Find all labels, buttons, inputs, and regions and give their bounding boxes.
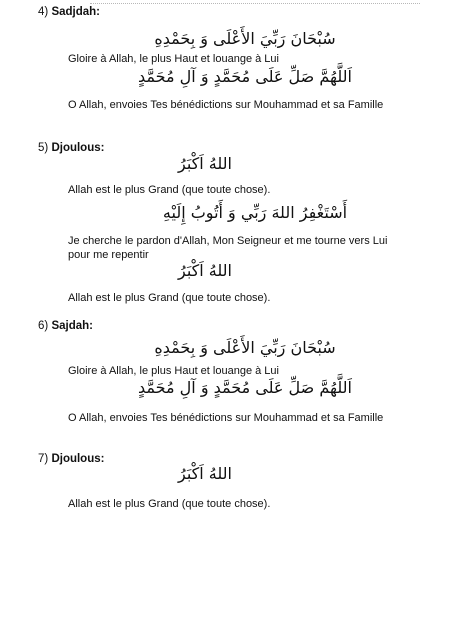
section-number: 7) xyxy=(38,453,49,465)
section-number: 4) xyxy=(38,6,49,18)
section-number: 6) xyxy=(38,320,49,332)
section-title: Sadjdah: xyxy=(51,6,100,18)
section-title: Djoulous: xyxy=(51,142,105,154)
section-heading-6 xyxy=(38,319,93,333)
french-translation: Gloire à Allah, le plus Haut et louange à Lui xyxy=(68,365,279,377)
arabic-verse: اللهُ اَكْبَرُ xyxy=(178,261,232,280)
section-heading-7 xyxy=(38,452,104,466)
arabic-verse: اللهُ اَكْبَرُ xyxy=(178,464,232,483)
arabic-verse: اَللَّهُمَّ صَلِّ عَلَى مُحَمَّدٍ وَ آلِ مُحَمَّدٍ xyxy=(138,378,352,397)
scan-top-artifact-line xyxy=(90,3,420,4)
french-translation: Je cherche le pardon d'Allah, Mon Seigneur et me tourne vers Lui pour me repentir xyxy=(68,235,388,261)
section-number: 5) xyxy=(38,142,49,154)
arabic-verse: اللهُ اَكْبَرُ xyxy=(178,154,232,173)
french-translation: Allah est le plus Grand (que toute chose). xyxy=(68,498,271,510)
french-translation: Allah est le plus Grand (que toute chose). xyxy=(68,292,271,304)
arabic-verse: سُبْحَانَ رَبِّيَ الأَعْلَى وَ بِحَمْدِهِ xyxy=(154,338,336,357)
section-title: Sajdah: xyxy=(51,320,93,332)
section-heading-5 xyxy=(38,141,104,155)
section-heading-4 xyxy=(38,5,100,19)
arabic-verse: أَسْتَغْفِرُ اللهَ رَبِّي وَ أَتُوبُ إِلَيْهِ xyxy=(162,203,348,222)
arabic-verse: اَللَّهُمَّ صَلِّ عَلَى مُحَمَّدٍ وَ آلِ مُحَمَّدٍ xyxy=(138,67,352,86)
french-translation: Allah est le plus Grand (que toute chose). xyxy=(68,184,271,196)
french-translation: O Allah, envoies Tes bénédictions sur Mouhammad et sa Famille xyxy=(68,99,384,111)
arabic-verse: سُبْحَانَ رَبِّيَ الأَعْلَى وَ بِحَمْدِهِ xyxy=(154,29,336,48)
section-title: Djoulous: xyxy=(51,453,105,465)
french-translation: O Allah, envoies Tes bénédictions sur Mouhammad et sa Famille xyxy=(68,412,384,424)
french-translation: Gloire à Allah, le plus Haut et louange à Lui xyxy=(68,53,279,65)
